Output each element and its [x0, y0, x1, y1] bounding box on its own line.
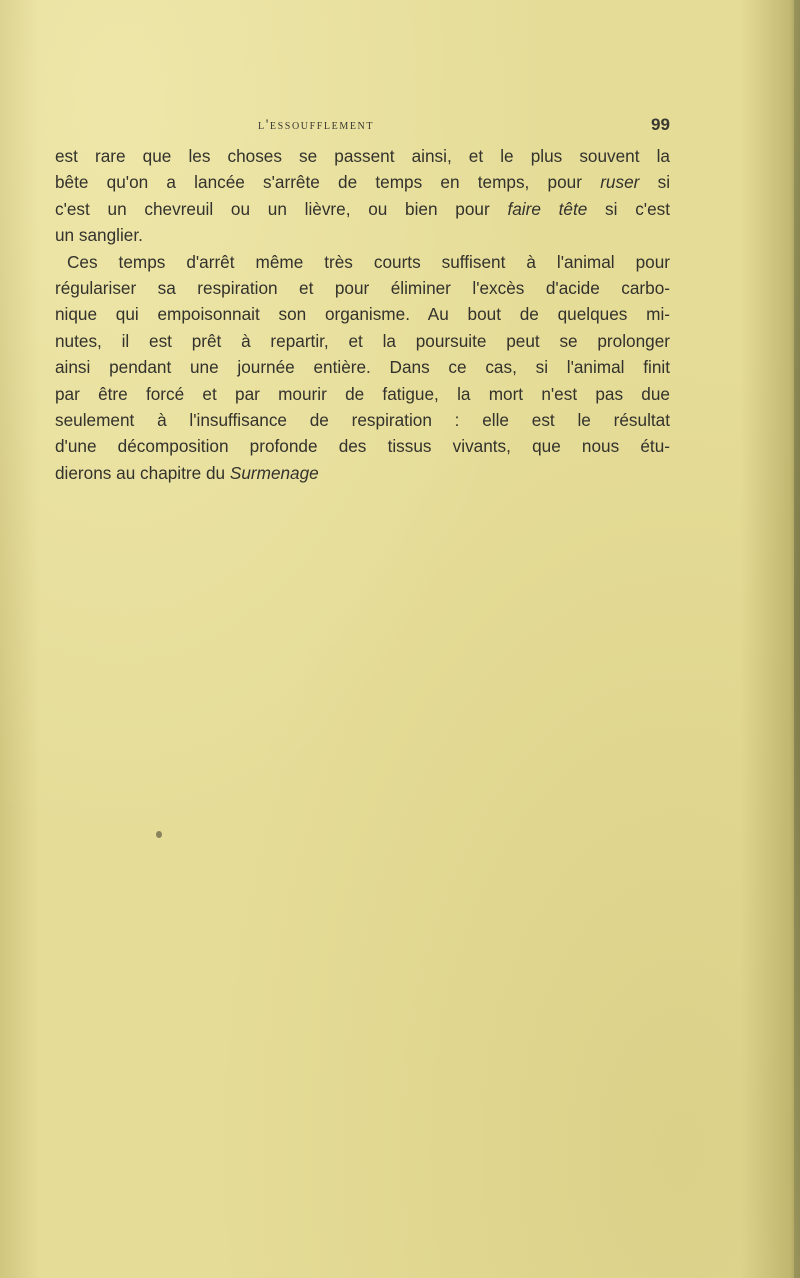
- text-line: ainsi pendant une journée entière. Dans ce cas, si l'animal finit: [55, 357, 670, 378]
- page-edge-shadow: [794, 0, 800, 1278]
- text-line: est rare que les choses se passent ainsi, et le plus souvent la: [55, 146, 670, 166]
- running-head: [0, 117, 800, 139]
- italic-term: faire tête: [507, 198, 588, 219]
- italic-term: ruser: [600, 172, 640, 193]
- text-line: d'une décomposition profonde des tissus vivants, que nous étu-: [55, 436, 670, 457]
- text-line: nutes, il est prêt à repartir, et la poursuite peut se prolonger: [55, 330, 670, 351]
- text-line: un sanglier.: [55, 225, 143, 246]
- text-line: c'est un chevreuil ou un lièvre, ou bien pour faire tête si c'est: [55, 198, 670, 219]
- italic-term: Surmenage: [229, 462, 319, 483]
- text-line: nique qui empoisonnait son organisme. Au bout de quelques mi-: [55, 304, 670, 325]
- ink-speck: [156, 831, 162, 838]
- page-number: 99: [651, 115, 670, 134]
- body-text: [55, 143, 670, 486]
- text-line: bête qu'on a lancée s'arrête de temps en temps, pour ruser si: [55, 172, 671, 193]
- text-line: Ces temps d'arrêt même très courts suffisent à l'animal pour: [67, 251, 670, 272]
- text-line: seulement à l'insuffisance de respiration : elle est le résultat: [55, 409, 670, 430]
- running-title: l'essoufflement: [258, 117, 375, 133]
- text-line: dierons au chapitre du Surmenage: [55, 462, 319, 483]
- text-line: par être forcé et par mourir de fatigue, la mort n'est pas due: [55, 383, 670, 404]
- text-line: régulariser sa respiration et pour éliminer l'excès d'acide carbo-: [55, 277, 670, 298]
